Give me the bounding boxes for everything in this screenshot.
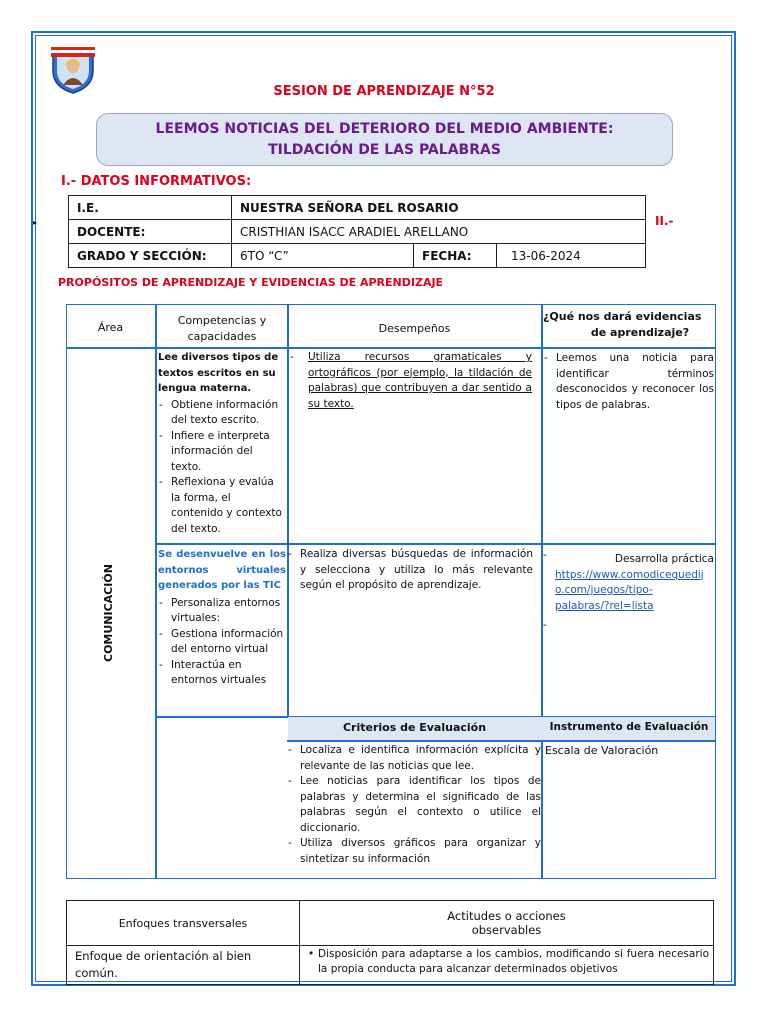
fecha-label: FECHA:	[414, 244, 497, 268]
instrument-value: Escala de Valoración	[545, 744, 659, 757]
grid-line	[66, 347, 716, 349]
evidence-1-list	[543, 351, 714, 413]
competency-2	[158, 547, 286, 689]
area-label: COMUNICACIÓN	[102, 564, 115, 662]
session-title: SESION DE APRENDIZAJE N°52	[273, 84, 495, 99]
performance-1-text: Utiliza recursos gramaticales y ortográficos (por ejemplo, la tildación de palabras) que contribuyen a dar sentido a su texto.	[308, 351, 532, 410]
header-desempenos: Desempeños	[378, 322, 451, 335]
competency-1-list	[158, 398, 285, 538]
header-competencias	[157, 313, 287, 344]
enfoques-header-2-line-2: observables	[471, 923, 542, 937]
enfoque-attitude-text: Disposición para adaptarse a los cambios, modificando si fuera necesario la propia conducta para alcanzar determinados objetivos	[318, 948, 709, 975]
grid-line	[155, 543, 716, 545]
evidence-1	[543, 351, 714, 413]
ie-label: I.E.	[69, 196, 232, 220]
competency-2-item: - Gestiona información del entorno virtual	[158, 627, 286, 658]
header-area: Área	[97, 321, 124, 334]
enfoque-attitude	[300, 946, 714, 985]
competency-1	[158, 350, 285, 537]
grado-label: GRADO Y SECCIÓN:	[69, 244, 232, 268]
criteria-item: - Localiza e identifica información explícita y relevante de las noticias que lee.	[287, 743, 541, 774]
bullet-marker: •	[308, 948, 315, 960]
info-table	[68, 195, 646, 268]
grid-line	[287, 740, 716, 742]
evidence-2-link-line-3[interactable]: palabras/?rel=lista	[555, 599, 654, 612]
performance-2-text: - Realiza diversas búsquedas de información y selecciona y utiliza lo más relevante según el propósito de aprendizaje.	[287, 547, 533, 594]
header-competencias-line-2: capacidades	[187, 329, 257, 343]
competency-2-list	[158, 596, 286, 689]
performance-2-list	[287, 547, 533, 594]
evidence-2-label-row	[543, 549, 714, 568]
competency-2-item: - Personaliza entornos virtuales:	[158, 596, 286, 627]
subtitle-line-2: TILDACIÓN DE LAS PALABRAS	[268, 142, 501, 158]
evidence-2-link[interactable]	[543, 568, 714, 615]
evidence-2-link-line-2[interactable]: o.com/juegos/tipo-	[555, 584, 653, 596]
instrument-header: Instrumento de Evaluación	[549, 721, 709, 733]
bullet-marker: ▸	[33, 218, 38, 227]
header-evidencias-line-1: ¿Qué nos dará evidencias	[543, 310, 702, 323]
section-1-heading: I.- DATOS INFORMATIVOS:	[61, 174, 252, 189]
competency-2-item: - Interactúa en entornos virtuales	[158, 658, 286, 689]
docente-label: DOCENTE:	[69, 220, 232, 244]
dash-marker: -	[543, 619, 547, 631]
evidence-1-text: - Leemos una noticia para identificar términos desconocidos y reconocer los tipos de palabras.	[543, 351, 714, 413]
criteria-items	[287, 743, 541, 867]
ie-value: NUESTRA SEÑORA DEL ROSARIO	[232, 196, 646, 220]
criteria-item: - Lee noticias para identificar los tipos de palabras y determina el significado de las palabras según el contexto o utilice el diccionario.	[287, 774, 541, 836]
criteria-header: Criterios de Evaluación	[342, 721, 487, 734]
grado-value: 6TO “C”	[232, 244, 414, 268]
fecha-value: 13-06-2024	[497, 244, 646, 268]
evidence-2-label: Desarrolla práctica	[614, 553, 714, 565]
header-evidencias	[543, 309, 713, 340]
header-competencias-line-1: Competencias y	[177, 314, 267, 327]
competency-1-item: - Reflexiona y evalúa la forma, el contenido y contexto del texto.	[158, 475, 285, 537]
competency-1-item: - Infiere e interpreta información del texto.	[158, 429, 285, 476]
dash-marker: -	[290, 351, 294, 363]
grid-line	[287, 304, 289, 716]
criteria-item: - Utiliza diversos gráficos para organizar y sintetizar su información	[287, 836, 541, 867]
dash-marker: -	[543, 549, 547, 561]
competency-1-title: Lee diversos tipos de textos escritos en su lengua materna.	[158, 352, 279, 394]
docente-value: CRISTHIAN ISACC ARADIEL ARELLANO	[232, 220, 646, 244]
enfoques-table	[66, 900, 714, 985]
purposes-heading: PROPÓSITOS DE APRENDIZAJE Y EVIDENCIAS DE APRENDIZAJE	[58, 276, 444, 289]
section-2-heading: II.-	[655, 214, 674, 228]
evidence-2-link-line-1[interactable]: https://www.comodicequedij	[555, 568, 704, 581]
enfoque-name: Enfoque de orientación al bien común.	[67, 946, 300, 985]
criteria-list	[287, 743, 541, 867]
enfoque-attitude-item	[308, 947, 709, 977]
enfoques-header-1: Enfoques transversales	[67, 901, 300, 946]
performance-2	[287, 547, 533, 594]
evidence-2	[543, 549, 714, 634]
session-subtitle	[96, 119, 673, 161]
grid-line	[155, 304, 157, 879]
performance-1	[290, 350, 532, 412]
header-evidencias-line-2: de aprendizaje?	[590, 325, 690, 339]
enfoque-attitude-list	[306, 947, 709, 977]
subtitle-line-1: LEEMOS NOTICIAS DEL DETERIORO DEL MEDIO AMBIENTE:	[155, 121, 614, 137]
enfoques-header-2	[300, 901, 714, 946]
enfoques-header-2-line-1: Actitudes o acciones	[447, 909, 566, 923]
competency-2-title: Se desenvuelve en los entornos virtuales generados por las TIC	[158, 549, 286, 591]
competency-1-item: - Obtiene información del texto escrito.	[158, 398, 285, 429]
